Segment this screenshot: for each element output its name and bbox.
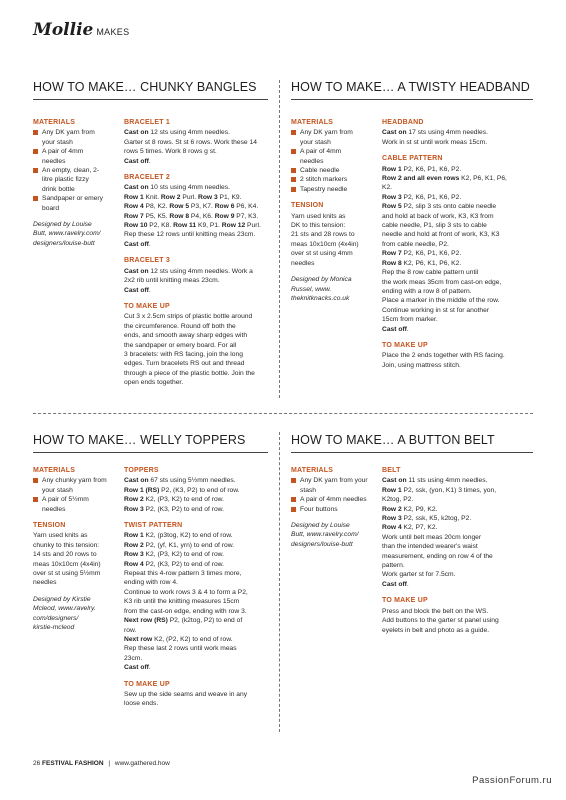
- text-line: kirstie-mcleod: [33, 624, 75, 632]
- instruction-line: Row 8 K2, P6, K1, P6, K2.: [382, 259, 462, 267]
- text-line: DK to this tension:: [291, 222, 346, 230]
- headband-tension-heading: TENSION: [291, 202, 324, 210]
- bottom-column-divider: [279, 432, 280, 732]
- bangles-section: [33, 80, 268, 100]
- toppers-materials-heading: MATERIALS: [33, 467, 76, 474]
- instruction-line: Place a marker in the middle of the row.: [382, 297, 500, 305]
- magazine-section: FESTIVAL FASHION: [42, 760, 104, 767]
- text-line: Butt, www.ravelry.com/: [291, 531, 359, 539]
- instruction-line: Row 3 P2, K6, P1, K6, P2.: [382, 193, 462, 201]
- material-item: A pair of 5½mm needles: [33, 495, 108, 514]
- material-item: Any DK yarn from your stash: [291, 476, 369, 495]
- toppers-credit: [33, 595, 108, 633]
- instruction-line: ending with row 4.: [124, 579, 178, 587]
- belt-make-up-text: [382, 607, 532, 635]
- instruction-line: Row 1 K2, (p3tog, K2) to end of row.: [124, 532, 233, 540]
- text-line: through a piece of the plastic bottle. Join the: [124, 369, 255, 377]
- instruction-line: Cast off.: [124, 664, 151, 672]
- instruction-line: Work garter st for 7.5cm.: [382, 571, 456, 579]
- instruction-line: 23cm.: [124, 654, 143, 662]
- headband-tension-text: [291, 212, 363, 268]
- belt-section: [291, 433, 533, 453]
- text-line: loose ends.: [124, 700, 159, 708]
- twist-pattern-heading: TWIST PATTERN: [124, 522, 183, 530]
- belt-materials-list: [291, 476, 369, 514]
- text-line: edges. Turn bracelets RS out and thread: [124, 360, 245, 368]
- instruction-line: Row 10 P2, K8. Row 11 K9, P1. Row 12 Purl.: [124, 222, 261, 230]
- text-line: designers/louise-butt: [291, 540, 353, 548]
- cable-pattern-heading: CABLE PATTERN: [382, 155, 443, 163]
- headband-materials-column: [291, 118, 363, 303]
- bracelet-3-heading: BRACELET 3: [124, 257, 170, 265]
- instruction-line: the work meas 35cm from cast-on edge,: [382, 278, 502, 286]
- material-item: Any DK yarn from your stash: [33, 128, 103, 147]
- headband-heading: HEADBAND: [382, 119, 424, 126]
- belt-make-up-heading: TO MAKE UP: [382, 597, 428, 605]
- material-item: Any chunky yarn from your stash: [33, 476, 108, 495]
- instruction-line: Cast on 12 sts using 4mm needles.: [124, 129, 230, 137]
- watermark: PassionForum.ru: [472, 775, 552, 786]
- headband-make-up-heading: TO MAKE UP: [382, 341, 428, 349]
- bracelet-1-instructions: [124, 128, 274, 166]
- text-line: com/designers/: [33, 614, 79, 622]
- footer-separator: |: [108, 760, 111, 767]
- instruction-line: Next row (RS) P2, (k2tog, P2) to end of: [124, 617, 243, 625]
- toppers-materials-column: [33, 466, 108, 633]
- headband-make-up-text: [382, 351, 532, 370]
- text-line: theknitknacks.co.uk: [291, 294, 350, 302]
- headband-instructions: [382, 128, 532, 147]
- text-line: Join, using mattress stitch.: [382, 361, 461, 369]
- bangles-title: HOW TO MAKE… CHUNKY BANGLES: [33, 80, 268, 100]
- instruction-line: Row 7 P5, K5. Row 8 P4, K6. Row 9 P7, K3.: [124, 212, 259, 220]
- text-line: Butt, www.ravelry.com/: [33, 230, 101, 238]
- instruction-line: Cast off.: [124, 157, 151, 165]
- text-line: open ends together.: [124, 379, 184, 387]
- website-link[interactable]: www.gathered.how: [114, 760, 170, 767]
- instruction-line: Cast on 10 sts using 4mm needles.: [124, 184, 230, 192]
- text-line: 21 sts and 28 rows to: [291, 231, 355, 239]
- instruction-line: K2tog, P2.: [382, 496, 414, 504]
- material-item: Any DK yarn from your stash: [291, 128, 363, 147]
- text-line: Yarn used knits as: [33, 532, 88, 540]
- horizontal-section-divider: [33, 413, 533, 414]
- material-item: Sandpaper or emery board: [33, 194, 103, 213]
- instruction-line: Row 4 P8, K2. Row 5 P3, K7. Row 6 P6, K4.: [124, 203, 259, 211]
- instruction-line: 15cm from marker.: [382, 316, 438, 324]
- text-line: Press and block the belt on the WS.: [382, 607, 489, 615]
- material-item: Cable needle: [291, 166, 363, 175]
- bangles-pattern-column: [124, 118, 274, 388]
- text-line: needles: [33, 579, 57, 587]
- material-item: Tapestry needle: [291, 185, 363, 194]
- headband-title: HOW TO MAKE… A TWISTY HEADBAND: [291, 80, 533, 100]
- headband-credit: [291, 275, 363, 303]
- instruction-line: Cast on 67 sts using 5½mm needles.: [124, 477, 236, 485]
- belt-title: HOW TO MAKE… A BUTTON BELT: [291, 433, 533, 453]
- instruction-line: from cable needle, P2.: [382, 240, 449, 248]
- material-item: A pair of 4mm needles: [291, 147, 363, 166]
- text-line: the sandpaper or emery board. For all: [124, 341, 237, 349]
- instruction-line: rows 5 times. Work 8 rows g st.: [124, 148, 217, 156]
- toppers-tension-heading: TENSION: [33, 522, 66, 530]
- text-line: eyelets in belt and photo as a guide.: [382, 626, 490, 634]
- material-item: A pair of 4mm needles: [291, 495, 369, 504]
- instruction-line: measurement, ending on row 4 of the: [382, 552, 493, 560]
- instruction-line: row.: [124, 626, 137, 634]
- text-line: Designed by Kirstie: [33, 595, 91, 603]
- instruction-line: Rep these 12 rows until knitting meas 23cm.: [124, 231, 256, 239]
- headband-pattern-column: [382, 118, 532, 370]
- instruction-line: Continue to work rows 3 & 4 to form a P2,: [124, 588, 248, 596]
- headband-section: [291, 80, 533, 100]
- section-label: MAKES: [96, 27, 130, 37]
- instruction-line: Row 1 P2, K6, P1, K6, P2.: [382, 165, 462, 173]
- belt-heading: BELT: [382, 467, 401, 474]
- text-line: meas 10x10cm (4x4in): [33, 560, 101, 568]
- text-line: over st st using 4mm: [291, 250, 353, 258]
- instruction-line: Cast off.: [382, 580, 409, 588]
- instruction-line: Row 3 P2, ssk, K5, k2tog, P2.: [382, 515, 472, 523]
- text-line: Russel, www.: [291, 285, 332, 293]
- instruction-line: Cast off.: [124, 286, 151, 294]
- toppers-section: [33, 433, 268, 453]
- bangles-credit: [33, 220, 103, 248]
- instruction-line: Cast off.: [382, 325, 409, 333]
- instruction-line: Next row K2, (P2, K2) to end of row.: [124, 635, 233, 643]
- text-line: Sew up the side seams and weave in any: [124, 690, 248, 698]
- bracelet-3-instructions: [124, 267, 274, 295]
- material-item: Four buttons: [291, 505, 369, 514]
- material-item: A pair of 4mm needles: [33, 147, 103, 166]
- cable-pattern-instructions: [382, 165, 532, 334]
- instruction-line: Continue working in st st for another: [382, 306, 490, 314]
- bangles-make-up-heading: TO MAKE UP: [124, 302, 170, 310]
- instruction-line: K2.: [382, 184, 393, 192]
- instruction-line: 2x2 rib until knitting meas 23cm.: [124, 277, 220, 285]
- instruction-line: Row 1 Knit. Row 2 Purl. Row 3 P1, K9.: [124, 193, 242, 201]
- instruction-line: Row 5 P2, slip 3 sts onto cable needle: [382, 203, 497, 211]
- instruction-line: Garter st 8 rows. St st 6 rows. Work these 14: [124, 138, 257, 146]
- headband-materials-list: [291, 128, 363, 194]
- instruction-line: Row 7 P2, K6, P1, K6, P2.: [382, 250, 462, 258]
- instruction-line: needle and hold at front of work, K3, K3: [382, 231, 500, 239]
- belt-materials-column: [291, 466, 369, 549]
- instruction-line: Row 1 P2, ssk, (yon, K1) 3 times, yon,: [382, 486, 497, 494]
- text-line: Yarn used knits as: [291, 212, 346, 220]
- top-column-divider: [279, 80, 280, 398]
- bangles-materials-column: [33, 118, 103, 248]
- page-number: 26: [33, 760, 41, 767]
- material-item: An empty, clean, 2-litre plastic fizzy drink bottle: [33, 166, 103, 194]
- instruction-line: Row 4 P2, (K3, P2) to end of row.: [124, 560, 224, 568]
- toppers-materials-list: [33, 476, 108, 514]
- instruction-line: Work until belt meas 20cm longer: [382, 533, 482, 541]
- instruction-line: K3 rib until the knitting measures 15cm: [124, 598, 240, 606]
- instruction-line: Row 1 (RS) P2, (K3, P2) to end of row.: [124, 486, 240, 494]
- text-line: Place the 2 ends together with RS facing.: [382, 352, 505, 360]
- instruction-line: Row 2 K2, P9, K2.: [382, 505, 438, 513]
- text-line: Designed by Monica: [291, 276, 352, 284]
- instruction-line: Row 2 and all even rows K2, P6, K1, P6,: [382, 175, 507, 183]
- instruction-line: Row 3 P2, (K3, P2) to end of row.: [124, 505, 224, 513]
- text-line: chunky to this tension:: [33, 541, 100, 549]
- text-line: ends, and smooth away sharp edges with: [124, 332, 248, 340]
- text-line: Mcleod, www.ravelry.: [33, 605, 96, 613]
- bracelet-2-instructions: [124, 183, 274, 249]
- headband-materials-heading: MATERIALS: [291, 119, 334, 126]
- instruction-line: pattern.: [382, 562, 405, 570]
- instruction-line: Cast on 17 sts using 4mm needles.: [382, 129, 488, 137]
- text-line: the circumference. Round off both the: [124, 322, 236, 330]
- belt-pattern-column: [382, 466, 532, 635]
- text-line: Designed by Louise: [33, 221, 92, 229]
- text-line: designers/louise-butt: [33, 239, 95, 247]
- instruction-line: Rep these last 2 rows until work meas: [124, 645, 237, 653]
- toppers-pattern-column: [124, 466, 276, 709]
- text-line: Cut 3 x 2.5cm strips of plastic bottle around: [124, 313, 253, 321]
- bracelet-2-heading: BRACELET 2: [124, 174, 170, 182]
- instruction-line: and hold at back of work, K3, K3 from: [382, 212, 494, 220]
- material-item: 2 stitch markers: [291, 175, 363, 184]
- text-line: meas 10x10cm (4x4in): [291, 240, 359, 248]
- instruction-line: ending with a row 8 of pattern.: [382, 287, 472, 295]
- text-line: Designed by Louise: [291, 522, 350, 530]
- instruction-line: Rep the 8 row cable pattern until: [382, 269, 479, 277]
- bangles-make-up-text: [124, 312, 274, 387]
- belt-instructions: [382, 476, 532, 589]
- instruction-line: Cast on 12 sts using 4mm needles. Work a: [124, 267, 253, 275]
- instruction-line: Work in st st until work meas 15cm.: [382, 138, 488, 146]
- instruction-line: Row 2 K2, (P3, K2) to end of row.: [124, 496, 224, 504]
- toppers-tension-text: [33, 531, 108, 587]
- belt-materials-heading: MATERIALS: [291, 467, 334, 474]
- instruction-line: Cast on 11 sts using 4mm needles.: [382, 477, 488, 485]
- masthead: [33, 20, 129, 42]
- text-line: Add buttons to the garter st panel using: [382, 617, 499, 625]
- toppers-instructions: [124, 476, 276, 514]
- instruction-line: Row 4 K2, P7, K2.: [382, 524, 438, 532]
- text-line: over st st using 5½mm: [33, 570, 101, 578]
- toppers-title: HOW TO MAKE… WELLY TOPPERS: [33, 433, 268, 453]
- text-line: 14 sts and 20 rows to: [33, 551, 97, 559]
- toppers-heading: TOPPERS: [124, 467, 159, 474]
- toppers-make-up-heading: TO MAKE UP: [124, 680, 170, 688]
- instruction-line: than the intended wearer's waist: [382, 543, 478, 551]
- instruction-line: Row 2 P2, (yf, K1, yrn) to end of row.: [124, 541, 235, 549]
- instruction-line: Row 3 K2, (P3, K2) to end of row.: [124, 551, 224, 559]
- instruction-line: Cast off.: [124, 240, 151, 248]
- bracelet-1-heading: BRACELET 1: [124, 119, 170, 126]
- instruction-line: from the cast-on edge, ending with row 3.: [124, 607, 247, 615]
- twist-pattern-instructions: [124, 531, 276, 672]
- brand-logo: Mollie: [33, 20, 94, 40]
- page-footer: [33, 760, 170, 767]
- bangles-materials-heading: MATERIALS: [33, 119, 76, 126]
- instruction-line: Repeat this 4-row pattern 3 times more,: [124, 570, 242, 578]
- text-line: 3 bracelets: with RS facing, join the long: [124, 350, 243, 358]
- belt-credit: [291, 521, 369, 549]
- text-line: needles: [291, 259, 315, 267]
- toppers-make-up-text: [124, 690, 276, 709]
- bangles-materials-list: [33, 128, 103, 213]
- instruction-line: cable needle, P1, slip 3 sts to cable: [382, 222, 487, 230]
